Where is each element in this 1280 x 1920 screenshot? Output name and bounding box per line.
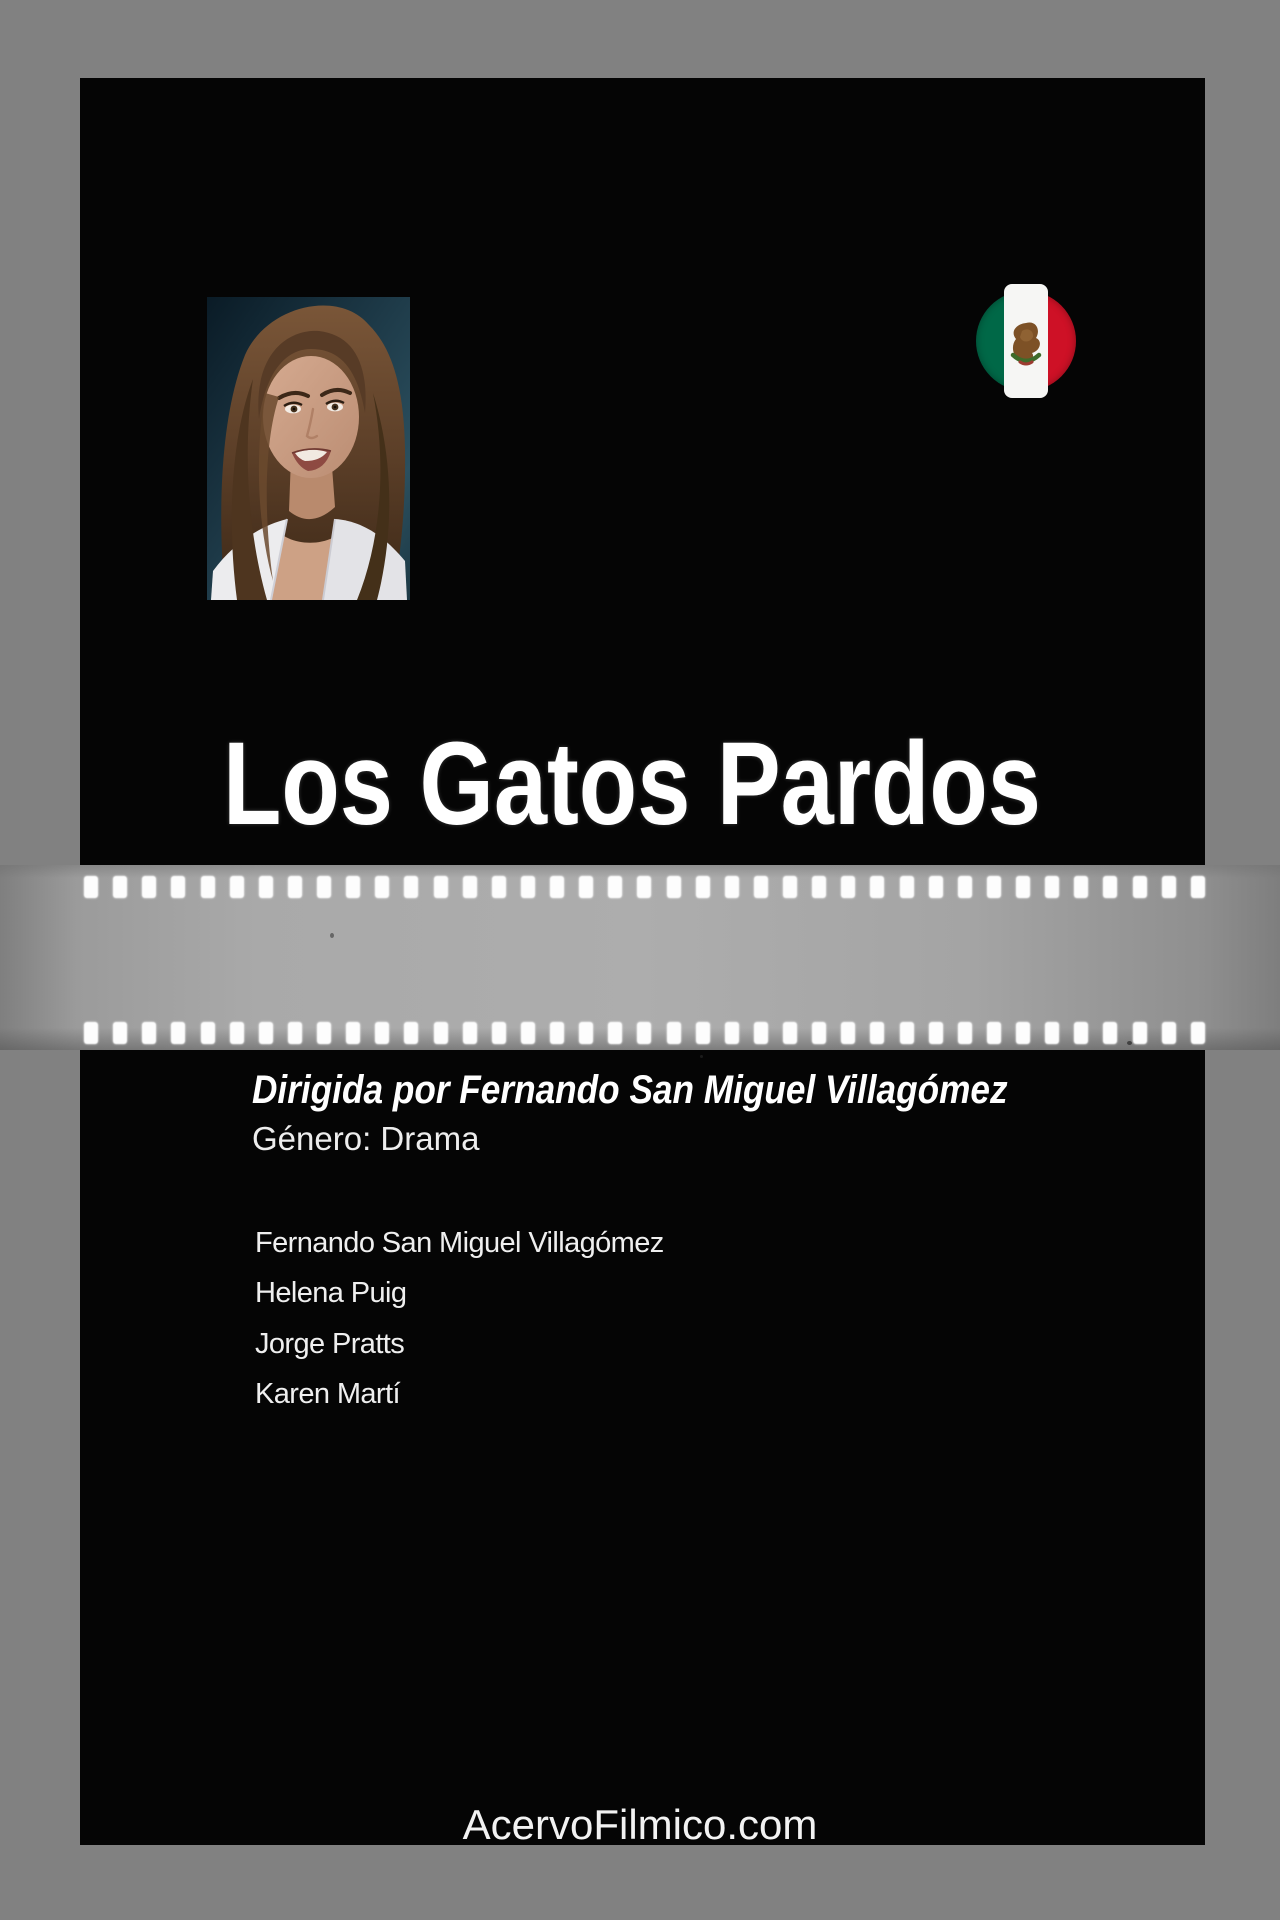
- film-perforation: [1162, 876, 1176, 898]
- film-perforation: [696, 876, 710, 898]
- cast-member: Fernando San Miguel Villagómez: [255, 1227, 664, 1259]
- film-perforation: [492, 876, 506, 898]
- film-perforation: [958, 1022, 972, 1044]
- film-perforation: [754, 876, 768, 898]
- film-perforation: [404, 876, 418, 898]
- film-perforation: [550, 1022, 564, 1044]
- film-perforation: [870, 1022, 884, 1044]
- film-perforation: [667, 1022, 681, 1044]
- film-perforation: [696, 1022, 710, 1044]
- film-perforation: [521, 1022, 535, 1044]
- film-perforation: [812, 1022, 826, 1044]
- film-perforation: [1103, 1022, 1117, 1044]
- film-perforation: [812, 876, 826, 898]
- film-perforation: [1103, 876, 1117, 898]
- film-strip-graphic: [0, 865, 1280, 1050]
- film-perforation: [317, 876, 331, 898]
- film-perforation: [725, 876, 739, 898]
- cast-member: Jorge Pratts: [255, 1327, 405, 1360]
- film-perforation: [608, 1022, 622, 1044]
- film-speck: [330, 933, 334, 938]
- film-perforation: [463, 1022, 477, 1044]
- film-perforation: [434, 1022, 448, 1044]
- film-perforation: [288, 876, 302, 898]
- film-perforation: [84, 1022, 98, 1044]
- film-perforation: [1074, 1022, 1088, 1044]
- film-perforation: [201, 876, 215, 898]
- film-perforation: [463, 876, 477, 898]
- film-perforation: [142, 1022, 156, 1044]
- film-perforation: [637, 1022, 651, 1044]
- film-perforation: [201, 1022, 215, 1044]
- website-url: AcervoFilmico.com: [462, 1801, 818, 1848]
- film-perforation: [171, 876, 185, 898]
- actress-portrait-photo: [207, 297, 410, 600]
- film-perforation: [259, 1022, 273, 1044]
- film-perforation: [783, 876, 797, 898]
- film-perforation: [317, 1022, 331, 1044]
- film-perforation: [900, 1022, 914, 1044]
- film-perforation: [1074, 876, 1088, 898]
- flag-eagle-emblem: [1006, 317, 1046, 369]
- film-perforation: [1045, 1022, 1059, 1044]
- film-perforation: [929, 876, 943, 898]
- film-perforation: [754, 1022, 768, 1044]
- film-perforations-top: [84, 876, 1205, 898]
- film-perforation: [375, 1022, 389, 1044]
- film-perforation: [1133, 876, 1147, 898]
- film-perforation: [230, 1022, 244, 1044]
- film-perforation: [259, 876, 273, 898]
- film-perforation: [1016, 876, 1030, 898]
- film-speck: [1127, 1041, 1132, 1045]
- film-perforation: [288, 1022, 302, 1044]
- director-credit: Dirigida por Fernando San Miguel Villagómez: [252, 1068, 1008, 1112]
- film-perforation: [142, 876, 156, 898]
- film-perforation: [579, 1022, 593, 1044]
- film-perforation: [171, 1022, 185, 1044]
- film-perforation: [608, 876, 622, 898]
- movie-title: Los Gatos Pardos: [223, 718, 1041, 850]
- film-perforation: [550, 876, 564, 898]
- woman-portrait-image: [207, 297, 410, 600]
- film-perforation: [1191, 876, 1205, 898]
- film-perforation: [521, 876, 535, 898]
- film-perforation: [579, 876, 593, 898]
- film-perforation: [1045, 876, 1059, 898]
- film-perforations-bottom: [84, 1022, 1205, 1044]
- cast-member: Karen Martí: [255, 1378, 400, 1411]
- film-perforation: [1191, 1022, 1205, 1044]
- film-perforation: [1162, 1022, 1176, 1044]
- film-perforation: [870, 876, 884, 898]
- film-perforation: [375, 876, 389, 898]
- film-perforation: [841, 1022, 855, 1044]
- film-perforation: [725, 1022, 739, 1044]
- film-perforation: [346, 1022, 360, 1044]
- cast-list: [255, 1218, 664, 1420]
- film-perforation: [113, 1022, 127, 1044]
- film-speck: [700, 1055, 703, 1058]
- film-perforation: [958, 876, 972, 898]
- film-perforation: [230, 876, 244, 898]
- film-perforation: [987, 1022, 1001, 1044]
- film-perforation: [113, 876, 127, 898]
- mexico-flag-icon: [976, 291, 1076, 391]
- film-perforation: [637, 876, 651, 898]
- film-perforation: [929, 1022, 943, 1044]
- film-perforation: [84, 876, 98, 898]
- film-perforation: [1016, 1022, 1030, 1044]
- film-perforation: [404, 1022, 418, 1044]
- genre-label: Género: Drama: [252, 1120, 480, 1157]
- film-perforation: [492, 1022, 506, 1044]
- film-perforation: [900, 876, 914, 898]
- cast-member: Helena Puig: [255, 1277, 407, 1310]
- film-perforation: [434, 876, 448, 898]
- film-perforation: [783, 1022, 797, 1044]
- film-perforation: [1133, 1022, 1147, 1044]
- film-perforation: [987, 876, 1001, 898]
- film-perforation: [346, 876, 360, 898]
- film-perforation: [667, 876, 681, 898]
- film-perforation: [841, 876, 855, 898]
